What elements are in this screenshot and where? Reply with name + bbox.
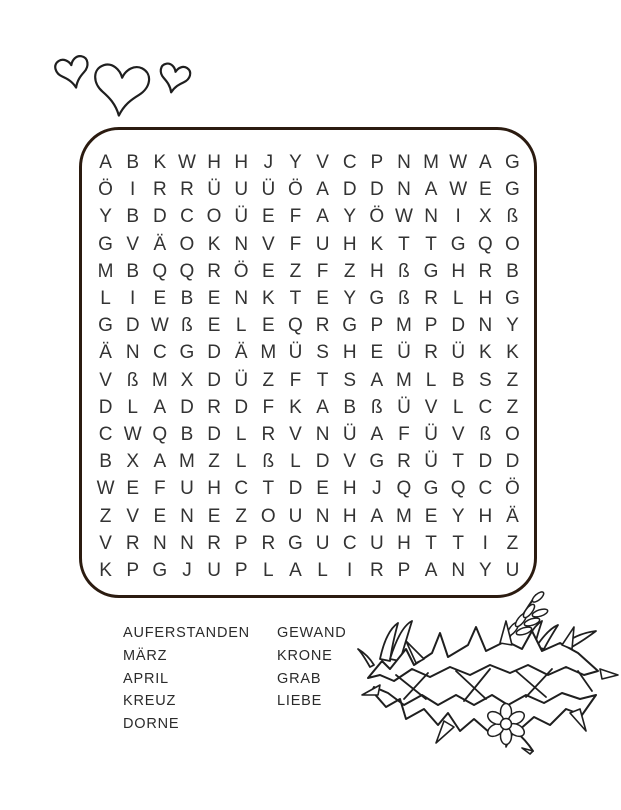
grid-letter[interactable]: N [397,179,411,201]
grid-letter[interactable]: T [289,288,302,310]
grid-letter[interactable]: Ä [506,505,519,527]
grid-letter[interactable]: H [207,152,221,174]
grid-letter[interactable]: Ü [234,206,249,228]
word-list-left-column [123,622,250,736]
grid-letter[interactable]: K [99,559,112,581]
grid-letter[interactable]: L [452,396,464,418]
grid-letter[interactable]: G [423,260,439,282]
grid-letter[interactable]: F [289,233,302,255]
grid-letter[interactable]: G [505,179,520,201]
grid-letter[interactable]: M [396,315,412,337]
word-list-item: DORNE [123,716,180,733]
grid-letter[interactable]: H [342,342,357,364]
grid-letter[interactable]: Z [506,396,519,418]
grid-letter[interactable]: V [99,369,112,391]
grid-letter[interactable]: V [99,532,112,554]
grid-letter[interactable]: K [261,288,275,310]
grid-letter[interactable]: P [370,315,384,337]
grid-letter[interactable]: N [234,288,249,310]
grid-letter[interactable]: M [423,152,439,174]
grid-letter[interactable]: F [316,260,329,282]
grid-letter[interactable]: H [451,260,466,282]
grid-letter[interactable]: P [424,315,438,337]
grid-letter[interactable]: G [152,559,168,581]
grid-letter[interactable]: D [234,396,249,418]
grid-letter[interactable]: G [288,532,303,554]
grid-letter[interactable]: I [482,532,488,554]
grid-letter[interactable]: J [263,152,274,174]
grid-letter[interactable]: T [452,451,464,473]
word-list-item: AUFERSTANDEN [123,625,250,641]
grid-letter[interactable]: Ü [397,396,411,418]
grid-letter[interactable]: G [369,288,385,310]
grid-letter[interactable]: O [206,206,222,228]
grid-letter[interactable]: C [478,396,493,418]
grid-letter[interactable]: L [235,315,247,337]
grid-letter[interactable]: G [179,342,195,364]
grid-letter[interactable]: C [234,478,249,500]
grid-letter[interactable]: ß [262,451,275,473]
grid-letter[interactable]: J [372,478,382,500]
grid-letter[interactable]: E [316,288,329,310]
grid-letter[interactable]: Ö [505,478,520,500]
grid-letter[interactable]: Y [478,559,492,581]
grid-letter[interactable]: I [130,288,136,310]
grid-letter[interactable]: Ä [99,342,112,364]
grid-letter[interactable]: Q [152,260,168,282]
grid-letter[interactable]: C [180,206,194,228]
grid-letter[interactable]: L [235,451,247,473]
grid-letter[interactable]: E [153,288,167,310]
grid-letter[interactable]: A [289,559,302,581]
grid-letter[interactable]: P [370,152,384,174]
grid-letter[interactable]: G [423,478,439,500]
grid-letter[interactable]: F [289,206,302,228]
grid-letter[interactable]: E [261,206,275,228]
grid-letter[interactable]: D [478,451,493,473]
grid-letter[interactable]: B [180,423,194,445]
grid-letter[interactable]: T [425,532,437,554]
grid-letter[interactable]: H [342,233,357,255]
grid-letter[interactable]: M [97,260,114,282]
word-list-item: GRAB [277,670,322,687]
grid-letter[interactable]: H [369,260,384,282]
grid-letter[interactable]: Ö [233,260,249,282]
grid-letter[interactable]: Z [235,505,247,527]
grid-letter[interactable]: N [315,423,330,445]
grid-letter[interactable]: Q [477,233,493,255]
grid-letter[interactable]: X [126,451,140,473]
grid-letter[interactable]: P [234,532,248,554]
grid-letter[interactable]: D [315,451,330,473]
grid-letter[interactable]: V [451,423,465,445]
grid-letter[interactable]: F [154,478,166,500]
grid-letter[interactable]: A [478,152,492,174]
grid-letter[interactable]: R [261,532,276,554]
grid-letter[interactable]: K [506,342,519,364]
grid-letter[interactable]: S [316,342,329,364]
grid-letter[interactable]: C [342,532,357,554]
grid-letter[interactable]: ß [506,206,519,228]
grid-letter[interactable]: M [396,505,412,527]
grid-letter[interactable]: H [234,152,249,174]
grid-letter[interactable]: Ü [451,342,466,364]
grid-letter[interactable]: W [123,423,142,445]
grid-letter[interactable]: Ü [207,179,221,201]
grid-letter[interactable]: V [261,233,275,255]
grid-letter[interactable]: E [153,505,167,527]
grid-letter[interactable]: I [347,559,353,581]
grid-letter[interactable]: A [316,179,329,201]
grid-letter[interactable]: Q [152,423,168,445]
grid-letter[interactable]: W [449,179,468,201]
grid-letter[interactable]: E [207,315,221,337]
grid-letter[interactable]: A [370,423,384,445]
grid-letter[interactable]: U [288,505,303,527]
grid-letter[interactable]: K [289,396,302,418]
grid-letter[interactable]: I [455,206,461,228]
grid-letter[interactable]: G [505,152,520,174]
grid-letter[interactable]: L [452,288,464,310]
grid-letter[interactable]: O [260,505,276,527]
grid-letter[interactable]: G [369,451,385,473]
grid-letter[interactable]: V [126,233,140,255]
word-search-grid[interactable] [92,149,526,584]
grid-letter[interactable]: V [343,451,357,473]
grid-letter[interactable]: Ü [424,451,438,473]
grid-letter[interactable]: A [370,505,384,527]
grid-letter[interactable]: E [207,505,221,527]
grid-letter[interactable]: U [180,478,194,500]
grid-letter[interactable]: U [207,559,221,581]
word-list-item: KREUZ [123,693,177,710]
grid-letter[interactable]: L [425,369,437,391]
grid-letter[interactable]: H [342,505,357,527]
grid-letter[interactable]: N [125,342,140,364]
hearts-icon [45,38,205,128]
grid-letter[interactable]: Z [99,505,112,527]
grid-letter[interactable]: F [289,369,302,391]
grid-letter[interactable]: L [100,288,111,310]
grid-letter[interactable]: R [424,288,438,310]
word-list-item: LIEBE [277,693,323,710]
grid-letter[interactable]: Y [289,152,302,174]
grid-letter[interactable]: W [177,152,196,174]
grid-letter[interactable]: N [315,505,330,527]
grid-letter[interactable]: N [397,152,411,174]
grid-letter[interactable]: Q [288,315,303,337]
grid-letter[interactable]: Y [451,505,465,527]
grid-letter[interactable]: Ä [153,233,167,255]
grid-letter[interactable]: N [424,206,438,228]
grid-letter[interactable]: B [343,396,357,418]
grid-letter[interactable]: N [152,532,167,554]
grid-letter[interactable]: D [125,315,140,337]
grid-letter[interactable]: V [424,396,438,418]
grid-letter[interactable]: W [449,152,468,174]
grid-letter[interactable]: R [207,532,221,554]
grid-letter[interactable]: C [152,342,167,364]
grid-letter[interactable]: U [505,559,520,581]
grid-letter[interactable]: A [316,206,329,228]
grid-letter[interactable]: Q [396,478,412,500]
grid-letter[interactable]: L [127,396,138,418]
grid-letter[interactable]: S [343,369,357,391]
grid-letter[interactable]: V [289,423,302,445]
grid-letter[interactable]: C [98,423,113,445]
grid-letter[interactable]: Ö [288,179,303,201]
grid-letter[interactable]: N [451,559,466,581]
grid-letter[interactable]: J [182,559,192,581]
crown-of-thorns-icon [356,583,621,773]
grid-letter[interactable]: D [207,342,221,364]
grid-letter[interactable]: E [316,478,329,500]
grid-letter[interactable]: P [397,559,411,581]
grid-letter[interactable]: G [98,233,113,255]
grid-letter[interactable]: Ü [342,423,357,445]
grid-letter[interactable]: R [369,559,384,581]
grid-letter[interactable]: Z [343,260,356,282]
grid-letter[interactable]: E [370,342,384,364]
grid-letter[interactable]: R [125,532,140,554]
grid-letter[interactable]: Ü [424,423,438,445]
grid-letter[interactable]: A [424,559,438,581]
grid-letter[interactable]: D [152,206,167,228]
grid-letter[interactable]: Y [343,288,357,310]
grid-letter[interactable]: Q [450,478,466,500]
grid-letter[interactable]: W [394,206,413,228]
grid-letter[interactable]: C [478,478,493,500]
grid-letter[interactable]: N [478,315,493,337]
grid-letter[interactable]: Y [506,315,519,337]
grid-letter[interactable]: B [126,206,140,228]
grid-letter[interactable]: A [316,396,329,418]
grid-letter[interactable]: ß [181,315,193,337]
grid-letter[interactable]: D [288,478,303,500]
grid-letter[interactable]: P [126,559,140,581]
grid-letter[interactable]: R [180,179,194,201]
grid-letter[interactable]: S [478,369,492,391]
word-list-item: KRONE [277,647,333,664]
grid-letter[interactable]: B [99,451,112,473]
grid-letter[interactable]: R [207,396,221,418]
grid-letter[interactable]: Y [343,206,357,228]
grid-letter[interactable]: O [505,233,520,255]
grid-letter[interactable]: Z [289,260,302,282]
word-list-item: MÄRZ [123,647,168,664]
word-list-item: GEWAND [277,625,347,641]
grid-letter[interactable]: K [207,233,221,255]
grid-letter[interactable]: F [262,396,275,418]
grid-letter[interactable]: L [317,559,328,581]
grid-letter[interactable]: A [153,396,167,418]
grid-letter[interactable]: B [451,369,465,391]
grid-letter[interactable]: R [424,342,438,364]
grid-letter[interactable]: Ö [369,206,385,228]
grid-letter[interactable]: K [153,152,167,174]
grid-letter[interactable]: U [315,233,330,255]
grid-letter[interactable]: M [179,451,195,473]
grid-letter[interactable]: G [342,315,358,337]
grid-letter[interactable]: H [342,478,357,500]
grid-letter[interactable]: ß [371,396,383,418]
grid-letter[interactable]: L [235,423,247,445]
grid-letter[interactable]: K [370,233,384,255]
grid-letter[interactable]: R [152,179,167,201]
grid-letter[interactable]: Z [262,369,275,391]
grid-letter[interactable]: ß [126,369,139,391]
grid-letter[interactable]: D [98,396,113,418]
grid-letter[interactable]: I [130,179,136,201]
grid-letter[interactable]: F [398,423,410,445]
grid-letter[interactable]: T [425,233,437,255]
grid-letter[interactable]: G [98,315,113,337]
grid-letter[interactable]: R [315,315,330,337]
grid-letter[interactable]: H [478,505,493,527]
grid-letter[interactable]: D [451,315,466,337]
grid-letter[interactable]: H [397,532,411,554]
grid-letter[interactable]: U [315,532,330,554]
grid-letter[interactable]: B [180,288,194,310]
grid-letter[interactable]: D [342,179,357,201]
grid-letter[interactable]: H [478,288,493,310]
grid-letter[interactable]: R [397,451,411,473]
grid-letter[interactable]: R [478,260,493,282]
grid-letter[interactable]: T [398,233,410,255]
grid-letter[interactable]: Ü [288,342,303,364]
grid-letter[interactable]: E [261,260,275,282]
grid-letter[interactable]: ß [398,288,410,310]
grid-letter[interactable]: M [151,369,168,391]
grid-letter[interactable]: Y [99,206,112,228]
grid-letter[interactable]: Z [506,369,519,391]
grid-letter[interactable]: V [126,505,140,527]
grid-letter[interactable]: ß [398,260,410,282]
grid-letter[interactable]: L [290,451,301,473]
grid-letter[interactable]: H [207,478,221,500]
grid-letter[interactable]: C [342,152,357,174]
grid-letter[interactable]: E [424,505,438,527]
grid-letter[interactable]: ß [479,423,492,445]
word-list-item: APRIL [123,670,169,687]
grid-letter[interactable]: W [96,478,115,500]
grid-letter[interactable]: A [424,179,438,201]
grid-letter[interactable]: G [505,288,520,310]
grid-letter[interactable]: Z [208,451,220,473]
grid-letter[interactable]: E [126,478,140,500]
grid-letter[interactable]: A [99,152,112,174]
grid-letter[interactable]: A [153,451,167,473]
grid-letter[interactable]: N [234,233,249,255]
grid-letter[interactable]: D [207,369,221,391]
grid-letter[interactable]: M [396,369,412,391]
grid-letter[interactable]: M [260,342,277,364]
grid-letter[interactable]: Ä [234,342,248,364]
grid-letter[interactable]: Z [506,532,519,554]
grid-letter[interactable]: K [478,342,492,364]
grid-letter[interactable]: B [506,260,519,282]
grid-letter[interactable]: Ü [234,369,249,391]
grid-letter[interactable]: E [207,288,221,310]
grid-letter[interactable]: X [180,369,194,391]
grid-letter[interactable]: Q [179,260,195,282]
grid-letter[interactable]: X [478,206,492,228]
grid-letter[interactable]: E [478,179,492,201]
grid-letter[interactable]: E [261,315,275,337]
grid-letter[interactable]: T [316,369,329,391]
grid-letter[interactable]: A [370,369,384,391]
grid-letter[interactable]: B [126,260,140,282]
grid-letter[interactable]: Ö [98,179,113,201]
grid-letter[interactable]: R [261,423,276,445]
word-list-right-column [277,622,347,713]
grid-letter[interactable]: N [180,505,194,527]
grid-letter[interactable]: O [179,233,195,255]
grid-letter[interactable]: O [505,423,520,445]
grid-letter[interactable]: D [369,179,384,201]
grid-letter[interactable]: G [450,233,466,255]
grid-letter[interactable]: D [207,423,221,445]
grid-letter[interactable]: Ü [261,179,276,201]
grid-letter[interactable]: B [126,152,140,174]
grid-letter[interactable]: D [505,451,520,473]
grid-letter[interactable]: N [180,532,194,554]
grid-letter[interactable]: L [263,559,274,581]
grid-letter[interactable]: R [207,260,221,282]
grid-letter[interactable]: W [150,315,169,337]
grid-letter[interactable]: T [262,478,275,500]
grid-letter[interactable]: U [369,532,384,554]
grid-letter[interactable]: T [452,532,464,554]
grid-letter[interactable]: U [234,179,249,201]
grid-letter[interactable]: Ü [397,342,411,364]
grid-letter[interactable]: D [180,396,194,418]
grid-letter[interactable]: P [234,559,248,581]
grid-letter[interactable]: V [316,152,329,174]
